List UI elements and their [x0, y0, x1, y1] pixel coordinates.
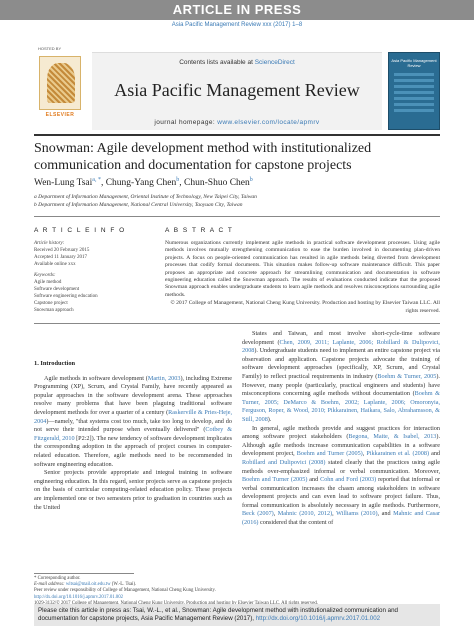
- paragraph-text: ). However, many people (particularly, practical engineers and students) have misconceptions concerning agile methods without documentation (: [242, 372, 440, 398]
- paragraph-text: ). Although agile methods increase communication capabilities in a software development project,: [242, 433, 441, 458]
- paragraph-text: , and: [377, 510, 394, 518]
- paragraph-text: )—namely, "that systems cost too much, take too long to develop, and do not serve their intended purpose when eventually delivered" (: [34, 417, 232, 434]
- paragraph-text: ), including Extreme Programming (XP), Scrum, and Crystal Family, have recently appeared as popular approaches in the software development arena. These approaches resolve many problems that have been plaguing traditional software development methods for over a quarter of a century (: [34, 374, 232, 416]
- paragraph-text: ,: [273, 510, 278, 518]
- journal-header: [34, 46, 440, 130]
- cover-artwork: [394, 72, 434, 112]
- publisher-logo-block: [34, 46, 86, 130]
- journal-homepage-line: [92, 119, 382, 126]
- author-name[interactable]: Chung-Yang Chen: [105, 178, 177, 189]
- author-name[interactable]: Wen-Lung Tsai: [34, 178, 93, 189]
- paragraph-text: ,: [362, 450, 367, 458]
- history-received: Received 20 February 2015: [34, 248, 90, 253]
- citation-link[interactable]: Mahnic (2010, 2012): [277, 510, 333, 518]
- article-info-section: [34, 227, 134, 314]
- citation-link[interactable]: Boehm and Turner (2005): [242, 476, 308, 484]
- email-link[interactable]: wltsai@mail.oit.edu.tw: [65, 582, 111, 588]
- journal-title: Asia Pacific Management Review: [114, 80, 360, 100]
- body-column-left: [34, 330, 232, 512]
- affiliation-b: b Department of Information Management, National Central University, Taoyuan City, Taiwan: [34, 202, 243, 208]
- homepage-prefix: journal homepage:: [154, 119, 218, 126]
- left-paragraphs: [34, 375, 232, 513]
- citation-link[interactable]: Williams (2010): [336, 510, 378, 518]
- publisher-name: ELSEVIER: [45, 112, 75, 118]
- abstract-text: Numerous organizations currently implement agile methods in practical software development processes. Using agile methods involves mutually strengthening communication to ease the burden involved in documenting plan-driven projects. A focus on people-oriented communication has resulted in agile methods being diverted from development processes that codify formal documents. This situation makes follow-up software maintenance difficult. This paper proposes an appropriate and concrete approach for streamlining communication and documentation in software engineering education called the Snowman approach. The results of evaluations conducted indicate that the proposed Snowman approach enables undergraduate students to learn agile methods and resolves misconceptions surrounding agile methods.: [165, 240, 440, 298]
- citation-link[interactable]: Cotbey & Fitzgerald, 2010: [34, 426, 233, 442]
- paragraph-text: ). Undergraduate students need to implement an entire capstone project via observation and application. Capstone projects advocate the training of software development approaches (specifically, XP, Scrum, and Crystal Family) to reflect practical requirements in industry (: [242, 347, 440, 380]
- journal-homepage-link[interactable]: www.elsevier.com/locate/apmrv: [217, 119, 320, 126]
- citation-link[interactable]: Beck (2007): [242, 510, 274, 518]
- cover-title: Asia Pacific Management Review: [391, 58, 437, 68]
- article-info-heading: A R T I C L E I N F O: [34, 227, 126, 234]
- peer-review-note: Peer review under responsibility of College of Management, National Cheng Kung University.: [34, 588, 216, 594]
- article-title: Snowman: Agile development method with institutionalized communication and documentation for capstone projects: [34, 141, 372, 173]
- citation-link[interactable]: Begona, Maite, & Isabel, 2013: [348, 433, 437, 441]
- paragraph-text: ,: [332, 510, 337, 518]
- email-label: E-mail address:: [34, 582, 66, 588]
- tree-icon: [47, 63, 75, 103]
- citation-box: [34, 604, 440, 626]
- hosted-by-label: HOSTED BY: [38, 46, 62, 51]
- author-marks[interactable]: b: [249, 177, 253, 183]
- history-accepted: Accepted 11 January 2017: [34, 255, 87, 260]
- contents-line: [92, 59, 382, 66]
- journal-masthead: [92, 52, 382, 130]
- keywords-label: Keywords:: [34, 273, 56, 278]
- paragraph-text: and: [307, 476, 321, 484]
- keyword: Software engineering education: [34, 294, 98, 299]
- author-list: Wen-Lung Tsai$^{a, *}$, Chung-Yang Chen$^b$, Chun-Shuo Chen$^b$: [34, 177, 253, 189]
- contents-prefix: Contents lists available at: [179, 59, 255, 66]
- author-name[interactable]: Chun-Shuo Chen: [184, 178, 250, 189]
- citation-link[interactable]: Pikkarainen et al. (2008): [366, 450, 430, 458]
- keyword: Capstone project: [34, 301, 68, 306]
- keyword: Software development: [34, 287, 80, 292]
- paragraph-text: considered that the content of: [258, 519, 334, 527]
- journal-citation-line[interactable]: Asia Pacific Management Review xxx (2017) 1–8: [171, 22, 303, 28]
- right-paragraphs: [242, 330, 440, 528]
- corresponding-author-note: * Corresponding author.: [34, 576, 81, 581]
- footnotes: [34, 576, 440, 607]
- citation-link[interactable]: Chen, 2009, 2011; Laplante, 2006; Robillard & Dulipovici, 2008: [242, 338, 440, 355]
- email-suffix: (W.-L. Tsai).: [110, 582, 137, 588]
- keyword: Agile method: [34, 280, 62, 285]
- affiliation-a: a Department of Information Management, Oriental Institute of Technology, New Taipei City, Taiwan: [34, 194, 257, 200]
- header-divider: [34, 134, 440, 136]
- citation-link[interactable]: Robillard and Dulipovici (2008): [242, 458, 326, 466]
- journal-cover-thumbnail[interactable]: [388, 52, 440, 130]
- abstract-heading: A B S T R A C T: [165, 227, 234, 234]
- abstract-copyright: © 2017 College of Management, National Cheng Kung University. Production and hosting by Elsevier Taiwan LLC. All rights reserved.: [170, 300, 440, 314]
- author-marks[interactable]: b: [176, 177, 180, 183]
- paragraph-text: and: [429, 450, 441, 458]
- body-paragraph: [34, 469, 232, 512]
- paragraph-text: reported that informal or verbal communication increases the chasm among stakeholders in software development projects and can even lead to software project failure. Thus, formal communication is absolutely necessary in agile methods. Furthermore,: [242, 476, 441, 509]
- section-divider: [34, 216, 440, 217]
- doi-link[interactable]: http://dx.doi.org/10.1016/j.apmrv.2017.01.002: [34, 594, 124, 600]
- affiliations: [34, 193, 440, 209]
- citation-text: Please cite this article in press as: Tsai, W.-L., et al., Snowman: Agile development method with institutionalized communication and documentation for capstone projects, Asia Pacific Management Review (2017),: [38, 607, 398, 622]
- keyword-list: [34, 279, 134, 314]
- history-online: Available online xxx: [34, 262, 76, 267]
- section-title-introduction: 1. Introduction: [34, 360, 76, 367]
- keyword: Snowman approach: [34, 308, 74, 313]
- history-label: Article history:: [34, 241, 65, 246]
- body-paragraph: [242, 425, 440, 528]
- body-paragraph: [34, 375, 232, 470]
- body-column-right: [242, 330, 440, 528]
- citation-link[interactable]: Mahnic and Casar (2016): [242, 510, 441, 527]
- footnote-rule: [34, 573, 134, 574]
- citation-link[interactable]: Boehm and Turner (2005): [296, 450, 363, 458]
- sciencedirect-link[interactable]: ScienceDirect: [254, 59, 295, 66]
- citation-doi-link[interactable]: http://dx.doi.org/10.1016/j.apmrv.2017.01.002: [255, 615, 381, 622]
- citation-link[interactable]: Cohn and Ford (2003): [320, 476, 377, 484]
- elsevier-tree-logo: [39, 56, 81, 110]
- article-in-press-banner: ARTICLE IN PRESS: [0, 0, 474, 20]
- citation-link[interactable]: Martin, 2003: [147, 374, 181, 382]
- paragraph-text: Senior projects provide appropriate and integral training in software engineering education. In this regard, senior projects serve as capstone projects on the basis of curricular computing-related education policy. These projects are implemented one or two semesters prior to graduation in countries such as the United: [34, 469, 232, 511]
- body-paragraph: [242, 330, 440, 425]
- paragraph-text: In general, agile methods provide and suggest practices for interaction among software project stakeholders (: [242, 424, 440, 441]
- paragraph-text: States and Taiwan, and most involve short-cycle-time software development (: [242, 330, 440, 346]
- paragraph-text: Agile methods in software development (: [44, 374, 148, 382]
- citation-link[interactable]: Boehm & Turner, 2005: [377, 372, 437, 380]
- citation-link[interactable]: Boehm & Turner, 2005; DeMarco & Boehm, 2002; Laplante, 2006; Omoronyia, Ferguson, Roper, & Wood, 2010; Pikkarainen, Haikara, Salo, Abrahamsson, & Still, 2008: [242, 390, 440, 423]
- paragraph-text: [P2:2]). The new tendency of software development implicates the corresponding adoption in the approach of project courses in computer-related education. Therefore, agile methods need to be recommended in software engineering education.: [34, 434, 233, 468]
- citation-link[interactable]: Raskerville & Pries-Heje, 2004: [34, 408, 232, 425]
- abstract-section: [165, 227, 440, 315]
- abstract-divider: [34, 323, 440, 324]
- paragraph-text: stated clearly that the practices using agile methods over-emphasized informal or verbal communication. Moreover,: [242, 458, 440, 475]
- paragraph-text: ).: [267, 415, 272, 423]
- author-marks[interactable]: a, *: [92, 177, 101, 183]
